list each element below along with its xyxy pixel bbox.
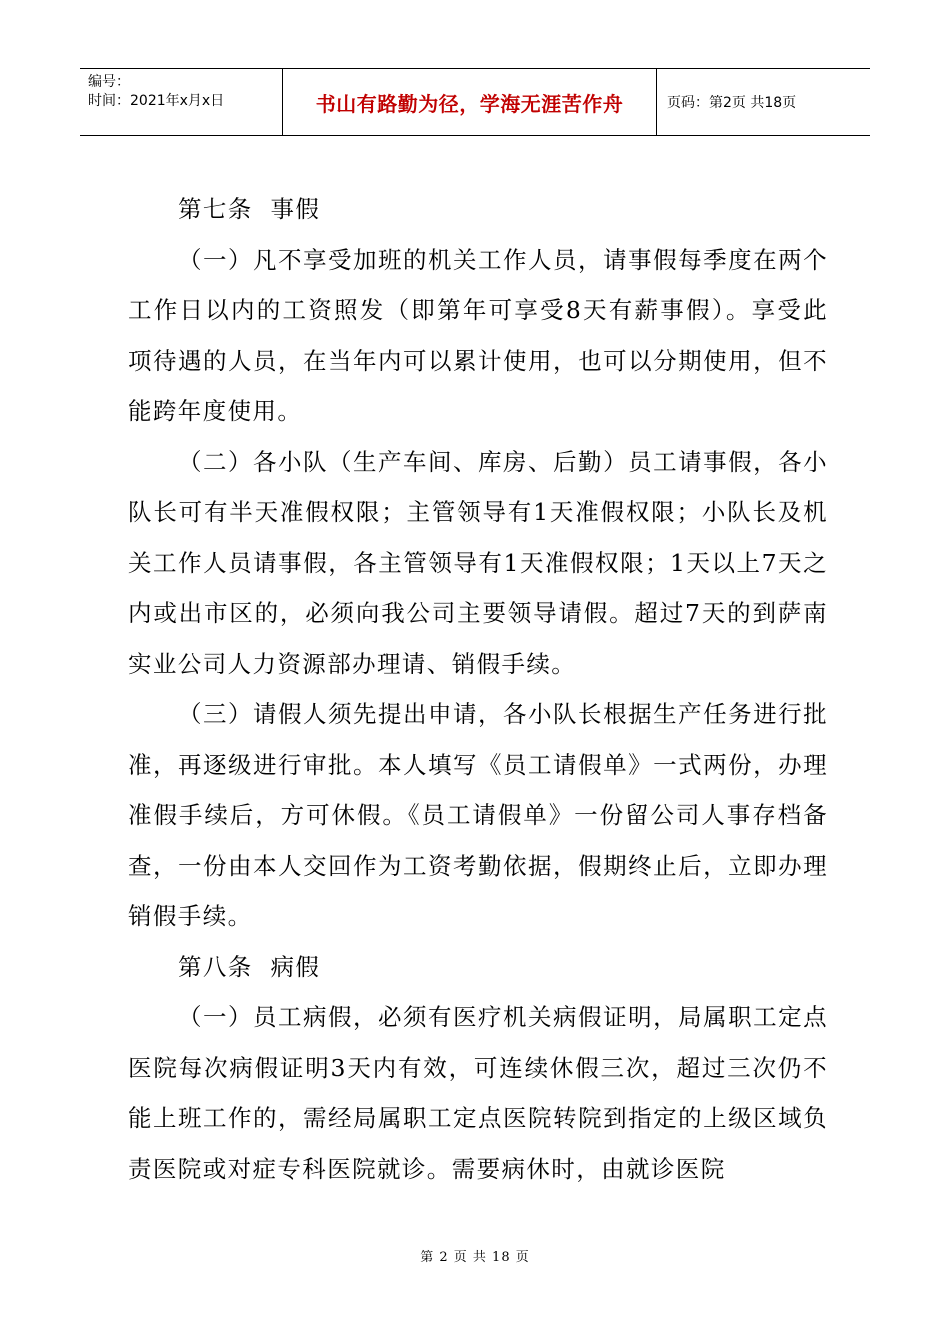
article-8-clause-1: （一）员工病假，必须有医疗机关病假证明，局属职工定点医院每次病假证明3天内有效，可连续休假三次，超过三次仍不能上班工作的，需经局属职工定点医院转院到指定的上级区域负责医院或对症专科医院就诊。需要病休时，由就诊医院 <box>128 1003 828 1183</box>
page-footer: 第 2 页 共 18 页 <box>420 1250 530 1265</box>
article-7-clause-2: （二）各小队（生产车间、库房、后勤）员工请事假，各小队长可有半天准假权限；主管领导有1天准假权限；小队长及机关工作人员请事假，各主管领导有1天准假权限；1天以上7天之内或出市区的，必须向我公司主要领导请假。超过7天的到萨南实业公司人力资源部办理请、销假手续。 <box>128 447 828 678</box>
article-7-heading: 第七条 事假 <box>178 195 321 223</box>
header-motto: 书山有路勤为径，学海无涯苦作舟 <box>283 69 657 135</box>
document-header <box>80 68 870 136</box>
header-page-label: 页码：第2页 共18页 <box>667 95 797 111</box>
document-date-label: 时间：2021年x月x日 <box>88 93 225 109</box>
header-meta <box>80 69 283 135</box>
article-7-clause-1: （一）凡不享受加班的机关工作人员，请事假每季度在两个工作日以内的工资照发（即第年可享受8天有薪事假）。享受此项待遇的人员，在当年内可以累计使用，也可以分期使用，但不能跨年度使用。 <box>128 245 828 425</box>
article-8-heading: 第八条 病假 <box>178 952 321 981</box>
document-body <box>128 184 828 1194</box>
article-7-clause-3: （三）请假人须先提出申请，各小队长根据生产任务进行批准，再逐级进行审批。本人填写《员工请假单》一式两份，办理准假手续后，方可休假。《员工请假单》一份留公司人事存档备查，一份由本人交回作为工资考勤依据，假期终止后，立即办理销假手续。 <box>128 700 828 930</box>
document-number-label: 编号： <box>88 74 130 90</box>
